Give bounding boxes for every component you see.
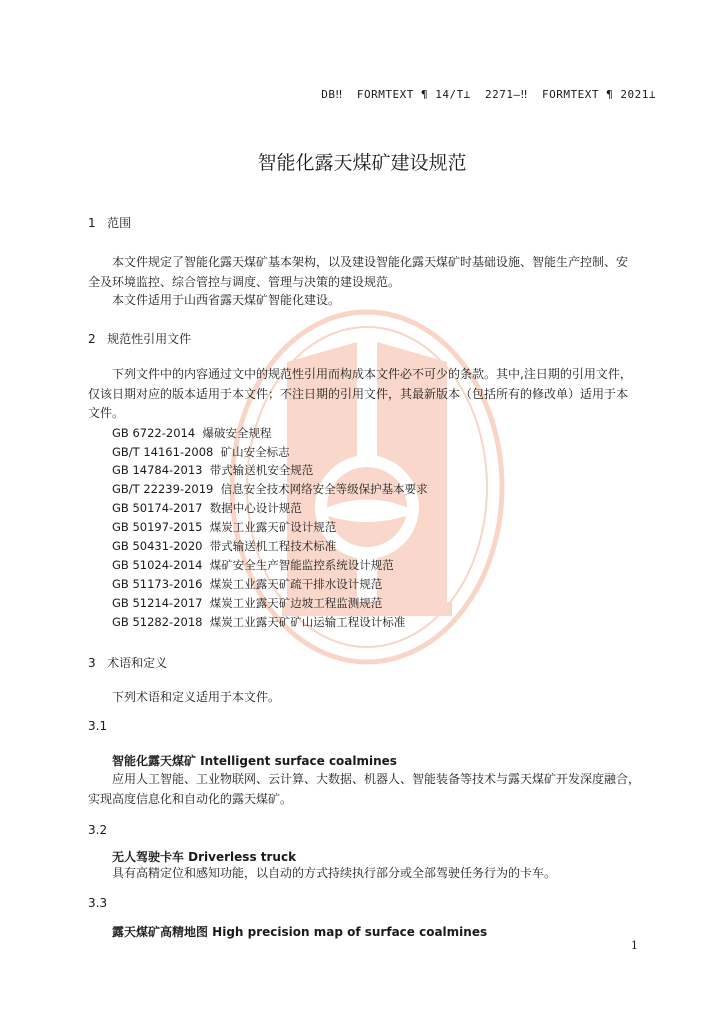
terms-intro: 下列术语和定义适用于本文件。 — [112, 690, 281, 704]
scope-para2: 本文件适用于山西省露天煤矿智能化建设。 — [112, 293, 341, 307]
term-number: 3.2 — [88, 823, 108, 837]
reference-item: GB 51024-2014 煤矿安全生产智能监控系统设计规范 — [112, 558, 394, 572]
reference-item: GB 14784-2013 带式输送机安全规范 — [112, 463, 314, 477]
term-number: 3.1 — [88, 719, 108, 733]
reference-item: GB/T 14161-2008 矿山安全标志 — [112, 445, 290, 459]
reference-item: GB 50431-2020 带式输送机工程技术标准 — [112, 539, 337, 553]
term-title: 无人驾驶卡车 Driverless truck — [112, 850, 297, 864]
reference-item: GB 51214-2017 煤炭工业露天矿边坡工程监测规范 — [112, 596, 383, 610]
section-2-heading: 2 规范性引用文件 — [88, 332, 192, 346]
scope-para1-line1: 本文件规定了智能化露天煤矿基本架构，以及建设智能化露天煤矿时基础设施、智能生产控制、安 — [112, 255, 629, 269]
reference-item: GB 51282-2018 煤炭工业露天矿矿山运输工程设计标准 — [112, 615, 406, 629]
reference-item: GB 51173-2016 煤炭工业露天矿疏干排水设计规范 — [112, 577, 383, 591]
reference-item: GB/T 22239-2019 信息安全技术网络安全等级保护基本要求 — [112, 482, 428, 496]
document-title: 智能化露天煤矿建设规范 — [257, 152, 467, 174]
term-title: 露天煤矿高精地图 High precision map of surface coalmines — [112, 925, 488, 939]
reference-item: GB 50197-2015 煤炭工业露天矿设计规范 — [112, 520, 337, 534]
term-definition-line2: 实现高度信息化和自动化的露天煤矿。 — [88, 792, 293, 806]
page-number: 1 — [631, 939, 638, 952]
refs-intro-line1: 下列文件中的内容通过文中的规范性引用而构成本文件必不可少的条款。其中,注日期的引用文件， — [112, 367, 632, 381]
term-definition: 具有高精定位和感知功能，以自动的方式持续执行部分或全部驾驶任务行为的卡车。 — [112, 866, 557, 880]
refs-intro-line3: 文件。 — [88, 406, 125, 420]
reference-item: GB 6722-2014 爆破安全规程 — [112, 426, 272, 440]
document-code-header: DB‼ FORMTEXT ¶ 14/T⊥ 2271—‼ FORMTEXT ¶ 2021⊥ — [321, 88, 656, 101]
section-1-heading: 1 范围 — [88, 216, 132, 230]
term-number: 3.3 — [88, 896, 108, 910]
refs-intro-line2: 仅该日期对应的版本适用于本文件；不注日期的引用文件，其最新版本（包括所有的修改单）适用于本 — [88, 387, 629, 401]
reference-item: GB 50174-2017 数据中心设计规范 — [112, 501, 302, 515]
section-3-heading: 3 术语和定义 — [88, 656, 168, 670]
scope-para1-line2: 全及环境监控、综合管控与调度、管理与决策的建设规范。 — [88, 275, 401, 289]
term-title: 智能化露天煤矿 Intelligent surface coalmines — [112, 754, 397, 768]
term-definition-line1: 应用人工智能、工业物联网、云计算、大数据、机器人、智能装备等技术与露天煤矿开发深度融合， — [112, 772, 641, 786]
